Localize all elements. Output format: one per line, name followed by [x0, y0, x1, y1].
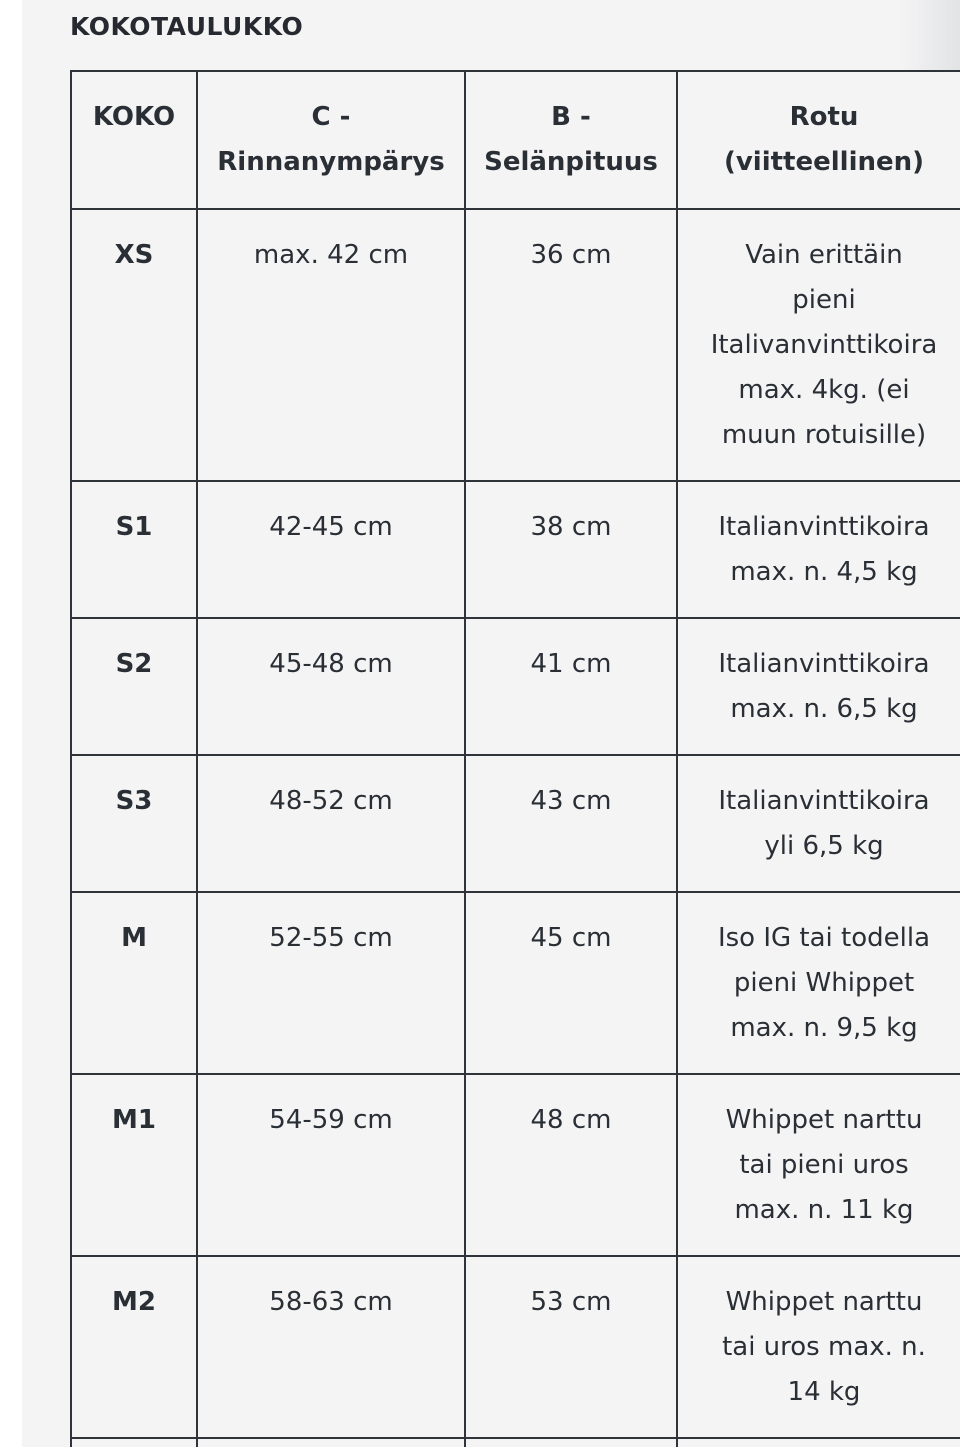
size-chart-table	[70, 70, 960, 1447]
left-margin	[0, 0, 22, 1447]
header-size	[71, 71, 197, 209]
table-row	[71, 209, 960, 481]
breed-cell	[677, 892, 960, 1074]
table-header-row	[71, 71, 960, 209]
breed-line: tai uros max. n.	[722, 1332, 926, 1362]
back-cell: 53 cm	[465, 1256, 677, 1438]
table-row	[71, 755, 960, 892]
breed-line: max. n. 6,5 kg	[730, 694, 918, 724]
back-cell: 45 cm	[465, 892, 677, 1074]
back-cell: 41 cm	[465, 618, 677, 755]
table-row	[71, 892, 960, 1074]
chest-cell: 45-48 cm	[197, 618, 465, 755]
table-row	[71, 481, 960, 618]
page-title: KOKOTAULUKKO	[70, 12, 304, 41]
breed-line: Whippet narttu	[725, 1287, 923, 1317]
size-cell: M	[71, 892, 197, 1074]
breed-line: 14 kg	[787, 1377, 861, 1407]
breed-cell	[677, 209, 960, 481]
breed-line: muun rotuisille)	[721, 420, 927, 450]
breed-line: Italivanvinttikoira	[710, 330, 938, 360]
header-chest-line2: Rinnanympärys	[217, 147, 445, 177]
header-back	[465, 71, 677, 209]
header-breed-line1: Rotu	[789, 102, 859, 132]
breed-line: Whippet narttu	[725, 1105, 923, 1135]
breed-line: Vain erittäin	[745, 240, 903, 270]
chest-cell: 52-55 cm	[197, 892, 465, 1074]
breed-line: pieni	[792, 285, 856, 315]
breed-line: pieni Whippet	[733, 968, 915, 998]
breed-line: Italianvinttikoira	[718, 512, 930, 542]
breed-cell	[677, 1074, 960, 1256]
chest-cell: 54-59 cm	[197, 1074, 465, 1256]
header-breed	[677, 71, 960, 209]
breed-line: max. n. 9,5 kg	[730, 1013, 918, 1043]
breed-cell	[677, 618, 960, 755]
size-cell: M1	[71, 1074, 197, 1256]
breed-line: yli 6,5 kg	[764, 831, 884, 861]
breed-line: Italianvinttikoira	[718, 649, 930, 679]
breed-line: Iso IG tai todella	[717, 923, 931, 953]
edge-shadow	[900, 0, 960, 70]
header-chest-line1: C -	[311, 102, 351, 132]
back-cell: 48 cm	[465, 1074, 677, 1256]
chest-cell: max. 42 cm	[197, 209, 465, 481]
breed-cell	[677, 481, 960, 618]
size-cell: XS	[71, 209, 197, 481]
empty-cell	[465, 1438, 677, 1447]
header-back-line2: Selänpituus	[484, 147, 658, 177]
empty-cell	[197, 1438, 465, 1447]
table-row-partial	[71, 1438, 960, 1447]
empty-cell	[677, 1438, 960, 1447]
header-breed-line2: (viitteellinen)	[723, 147, 925, 177]
size-cell: S3	[71, 755, 197, 892]
table-row	[71, 1074, 960, 1256]
empty-cell	[71, 1438, 197, 1447]
breed-cell	[677, 1256, 960, 1438]
table-row	[71, 618, 960, 755]
size-cell: M2	[71, 1256, 197, 1438]
header-chest	[197, 71, 465, 209]
size-cell: S1	[71, 481, 197, 618]
breed-line: max. 4kg. (ei	[738, 375, 910, 405]
breed-line: max. n. 4,5 kg	[730, 557, 918, 587]
breed-cell	[677, 755, 960, 892]
back-cell: 43 cm	[465, 755, 677, 892]
breed-line: Italianvinttikoira	[718, 786, 930, 816]
header-size-label: KOKO	[92, 102, 176, 132]
table-row	[71, 1256, 960, 1438]
back-cell: 36 cm	[465, 209, 677, 481]
size-cell: S2	[71, 618, 197, 755]
breed-line: max. n. 11 kg	[734, 1195, 914, 1225]
chest-cell: 58-63 cm	[197, 1256, 465, 1438]
header-back-line1: B -	[551, 102, 591, 132]
chest-cell: 48-52 cm	[197, 755, 465, 892]
chest-cell: 42-45 cm	[197, 481, 465, 618]
back-cell: 38 cm	[465, 481, 677, 618]
breed-line: tai pieni uros	[739, 1150, 909, 1180]
